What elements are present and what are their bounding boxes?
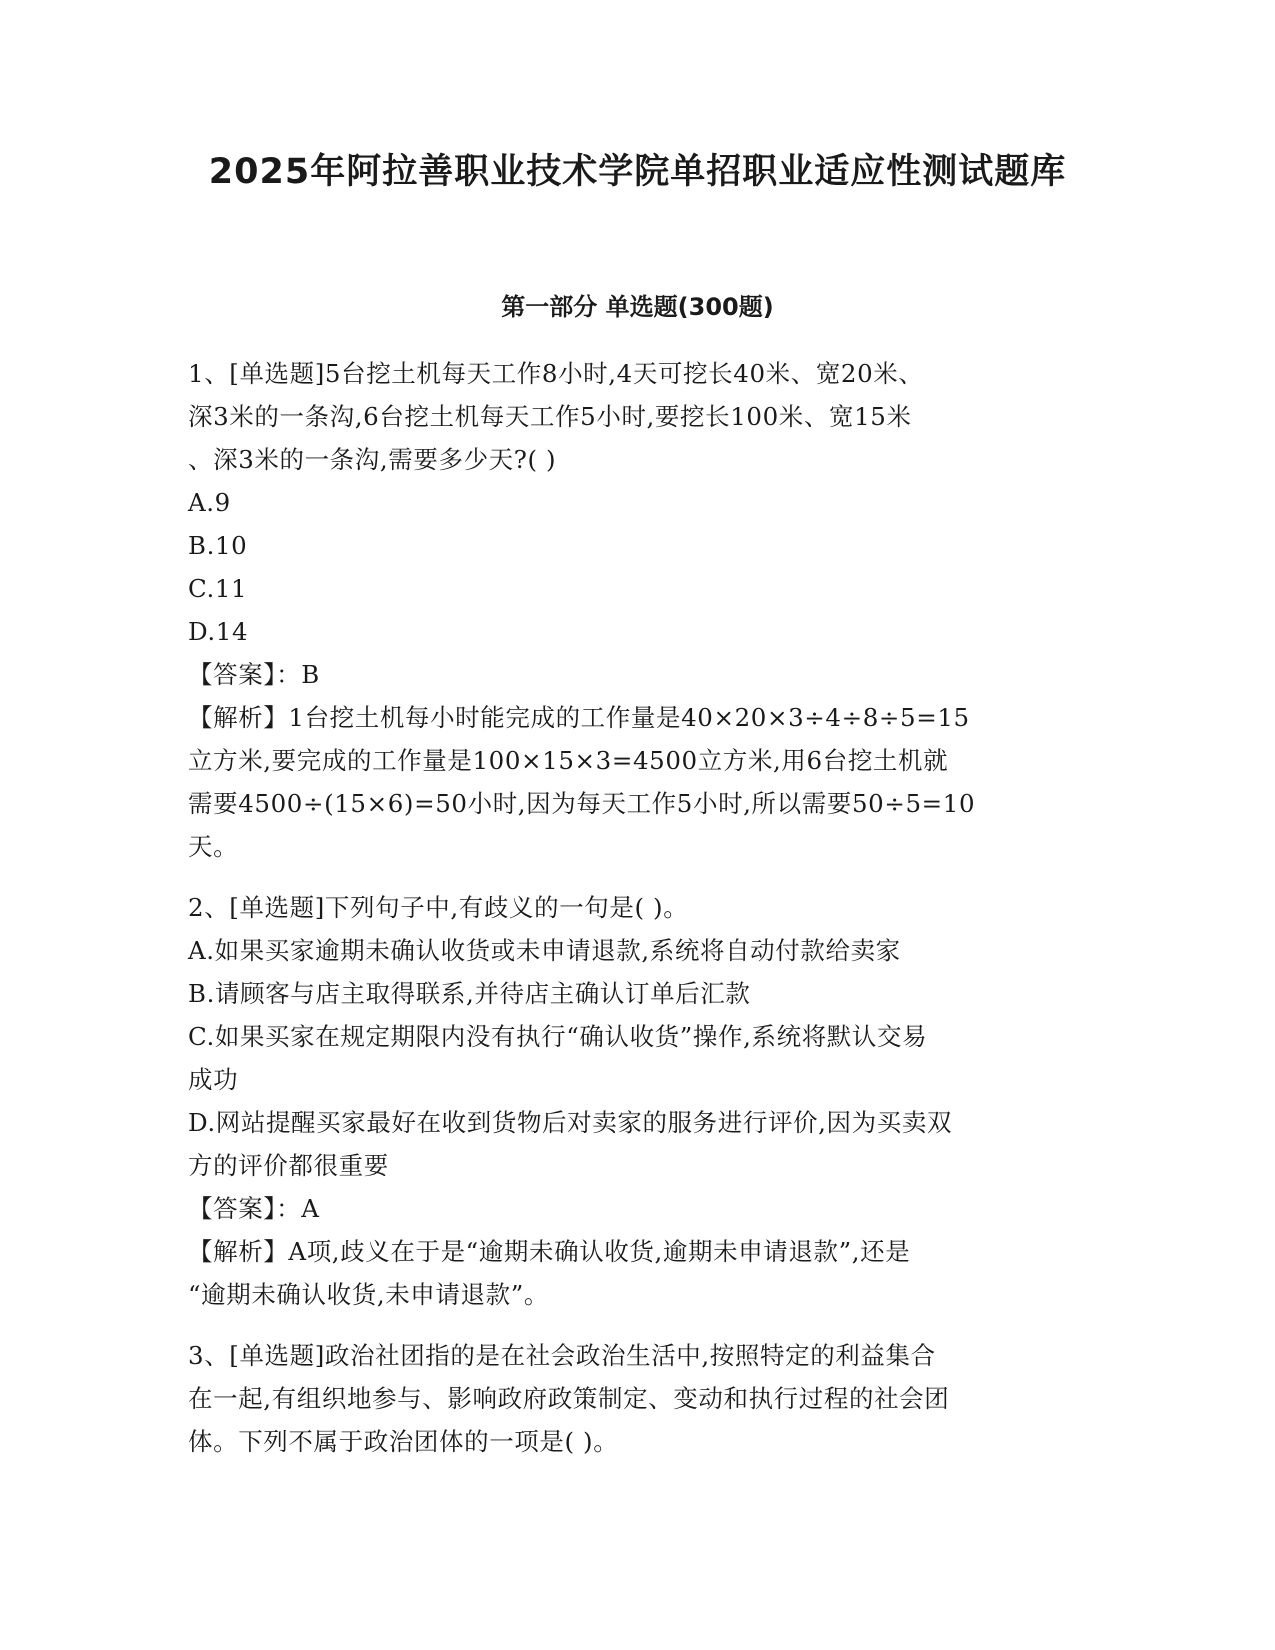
option-c-continued: 成功 [188, 1065, 239, 1094]
question-stem-line: 1、[单选题]5台挖土机每天工作8小时,4天可挖长40米、宽20米、 [188, 359, 924, 388]
question-2 [188, 886, 1088, 1316]
question-stem-line: 、深3米的一条沟,需要多少天?( ) [188, 445, 557, 474]
question-stem-line: 3、[单选题]政治社团指的是在社会政治生活中,按照特定的利益集合 [188, 1341, 936, 1370]
answer-line: 【答案】：B [188, 660, 320, 689]
question-stem-line: 体。下列不属于政治团体的一项是( )。 [188, 1427, 619, 1456]
analysis-line: 【解析】1台挖土机每小时能完成的工作量是40×20×3÷4÷8÷5=15 [188, 703, 970, 732]
option-a: A.如果买家逾期未确认收货或未申请退款,系统将自动付款给卖家 [188, 936, 901, 965]
analysis-line: 天。 [188, 832, 239, 861]
analysis-line: 【解析】A项,歧义在于是“逾期未确认收货,逾期未申请退款”,还是 [188, 1237, 911, 1266]
analysis-line: “逾期未确认收货,未申请退款”。 [188, 1280, 549, 1309]
option-c: C.11 [188, 574, 248, 603]
option-b: B.请顾客与店主取得联系,并待店主确认订单后汇款 [188, 979, 751, 1008]
option-c: C.如果买家在规定期限内没有执行“确认收货”操作,系统将默认交易 [188, 1022, 928, 1051]
document-title: 2025年阿拉善职业技术学院单招职业适应性测试题库 [208, 152, 1067, 192]
question-list [188, 352, 1088, 1481]
option-d: D.14 [188, 617, 249, 646]
analysis-line: 需要4500÷(15×6)=50小时,因为每天工作5小时,所以需要50÷5=10 [188, 789, 976, 818]
answer-line: 【答案】：A [188, 1194, 320, 1223]
section-title: 第一部分 单选题(300题) [501, 293, 774, 321]
option-d: D.网站提醒买家最好在收到货物后对卖家的服务进行评价,因为买卖双 [188, 1108, 953, 1137]
question-stem-line: 深3米的一条沟,6台挖土机每天工作5小时,要挖长100米、宽15米 [188, 402, 912, 431]
option-b: B.10 [188, 531, 248, 560]
question-3 [188, 1334, 1088, 1463]
option-d-continued: 方的评价都很重要 [188, 1151, 389, 1180]
analysis-line: 立方米,要完成的工作量是100×15×3=4500立方米,用6台挖土机就 [188, 746, 949, 775]
question-1 [188, 352, 1088, 868]
option-a: A.9 [188, 488, 231, 517]
question-stem-line: 2、[单选题]下列句子中,有歧义的一句是( )。 [188, 893, 689, 922]
question-stem-line: 在一起,有组织地参与、影响政府政策制定、变动和执行过程的社会团 [188, 1384, 950, 1413]
